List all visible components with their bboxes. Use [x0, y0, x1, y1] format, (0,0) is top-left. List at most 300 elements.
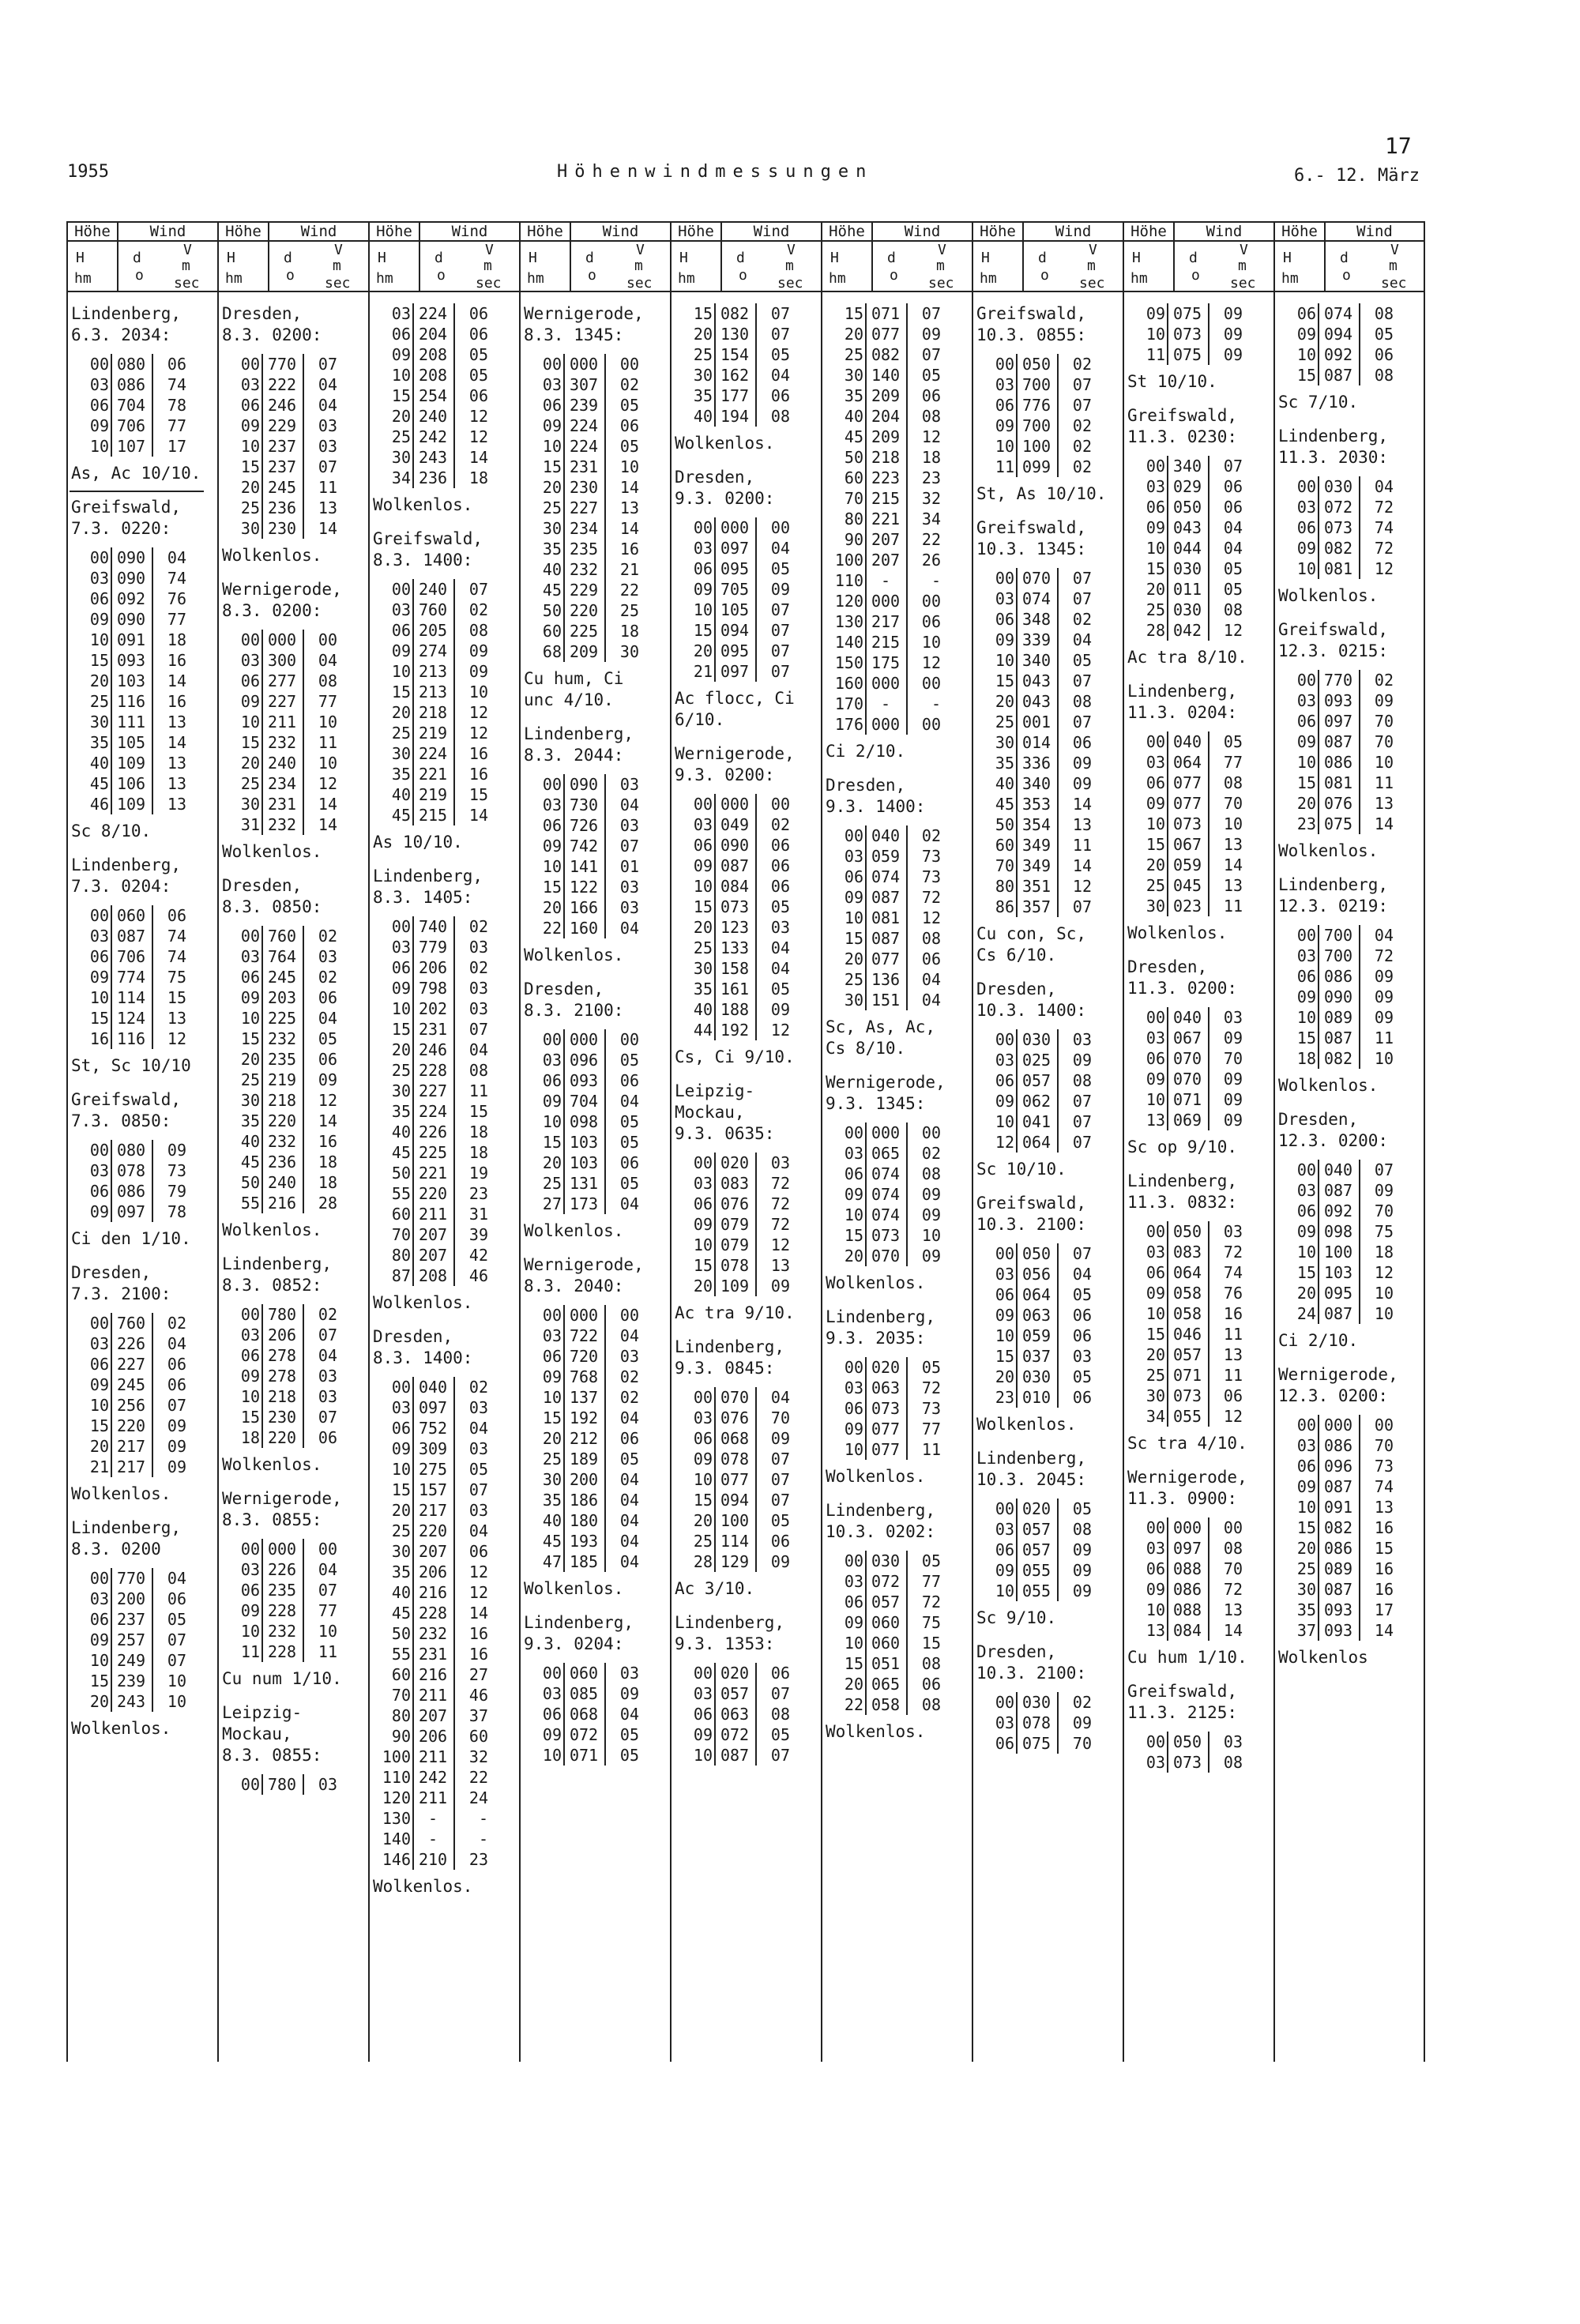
height-value: 28	[693, 1552, 713, 1571]
direction-value: 064	[1172, 1263, 1202, 1282]
table-row	[973, 712, 1108, 732]
table-row	[973, 395, 1108, 416]
speed-value: 12	[1374, 1263, 1394, 1282]
table-row	[973, 876, 1108, 897]
station-heading: 10.3. 2100:	[976, 1664, 1087, 1683]
table-row	[672, 897, 806, 917]
height-value: 31	[240, 815, 260, 834]
table-row	[370, 1808, 504, 1829]
speed-value: 14	[167, 671, 186, 690]
height-value: 30	[844, 991, 863, 1010]
direction-value: 130	[720, 325, 750, 344]
unit-H: H	[679, 250, 688, 266]
speed-value: 09	[1072, 1561, 1092, 1580]
table-row	[973, 1346, 1108, 1367]
unit-V: V	[334, 242, 343, 258]
direction-value: 030	[1021, 1367, 1051, 1386]
height-value: 06	[995, 1734, 1014, 1753]
direction-value: 072	[1323, 498, 1353, 517]
height-value: 25	[1146, 600, 1165, 619]
direction-value: 700	[1323, 946, 1353, 965]
table-row	[1275, 690, 1409, 711]
station-heading: Dresden,	[675, 468, 755, 487]
direction-value: 700	[1021, 375, 1051, 394]
direction-value: 240	[418, 407, 448, 426]
height-value: 12	[995, 1133, 1014, 1152]
speed-value: 00	[770, 518, 790, 537]
table-row	[672, 835, 806, 856]
speed-value: 03	[619, 1347, 639, 1366]
station-heading: 10.3. 2100:	[976, 1215, 1087, 1234]
station-heading: 9.3. 2035:	[826, 1329, 926, 1348]
direction-value: 041	[1021, 1112, 1051, 1131]
table-row	[219, 1029, 353, 1049]
speed-value: 12	[318, 774, 337, 793]
speed-value: 04	[619, 919, 639, 938]
height-value: 03	[240, 1326, 260, 1344]
direction-value: 106	[116, 774, 146, 793]
height-value: 20	[240, 1050, 260, 1069]
column-header-top	[521, 223, 670, 242]
direction-value: 218	[871, 448, 901, 467]
table-row	[370, 1459, 504, 1480]
height-value: 00	[542, 1306, 562, 1325]
direction-value: 162	[720, 366, 750, 385]
station-heading: Wernigerode,	[675, 744, 795, 763]
speed-value: 07	[1072, 1133, 1092, 1152]
speed-value: 16	[1374, 1580, 1394, 1599]
table-row	[521, 1387, 655, 1408]
speed-value: 14	[318, 1111, 337, 1130]
weather-note: Sc 9/10.	[976, 1608, 1057, 1627]
table-row	[672, 979, 806, 999]
height-value: 06	[89, 589, 109, 608]
height-value: 15	[1296, 1263, 1316, 1282]
direction-value: 760	[267, 927, 297, 946]
direction-value: 200	[116, 1589, 146, 1608]
station-heading: Wernigerode,	[1278, 1365, 1398, 1384]
table-row	[521, 1490, 655, 1510]
direction-value: 240	[418, 580, 448, 599]
speed-value: 07	[318, 1408, 337, 1427]
speed-value: 06	[167, 1589, 186, 1608]
speed-value: 09	[1374, 967, 1394, 986]
unit-H: H	[76, 250, 85, 266]
speed-value: 32	[468, 1747, 488, 1766]
direction-value: 074	[1021, 589, 1051, 608]
speed-value: 07	[921, 304, 941, 323]
height-value: 86	[995, 897, 1014, 916]
table-row	[672, 579, 806, 600]
speed-value: 09	[770, 580, 790, 599]
height-value: 13	[1146, 1111, 1165, 1130]
direction-value: 087	[1323, 732, 1353, 751]
station-heading: Greifswald,	[71, 1090, 182, 1109]
table-row	[672, 999, 806, 1020]
speed-value: 78	[167, 396, 186, 415]
height-value: 00	[89, 1314, 109, 1333]
direction-value: 055	[1021, 1561, 1051, 1580]
height-value: 120	[382, 1788, 411, 1807]
table-row	[672, 1449, 806, 1469]
station-heading: 11.3. 2125:	[1127, 1703, 1238, 1722]
station-heading: Lindenberg,	[1127, 682, 1238, 701]
speed-value: 07	[770, 1746, 790, 1765]
table-row	[973, 897, 1108, 917]
speed-value: 05	[770, 1725, 790, 1744]
hoehe-label: Höhe	[672, 223, 722, 240]
table-row	[822, 1439, 957, 1460]
height-value: 03	[89, 1334, 109, 1353]
speed-value: 13	[167, 1009, 186, 1028]
speed-value: 72	[1374, 539, 1394, 558]
speed-value: 06	[1374, 345, 1394, 364]
direction-value: 078	[1021, 1713, 1051, 1732]
direction-value: 093	[1323, 1621, 1353, 1640]
table-row	[822, 427, 957, 447]
direction-value: 069	[1172, 1111, 1202, 1130]
table-row	[68, 354, 202, 374]
speed-value: 04	[318, 1009, 337, 1028]
table-row	[822, 344, 957, 365]
table-row	[973, 1713, 1108, 1733]
speed-value: 15	[921, 1634, 941, 1653]
speed-value: 04	[921, 991, 941, 1010]
speed-value: 04	[619, 1552, 639, 1571]
height-value: 10	[1296, 1498, 1316, 1517]
direction-value: 049	[720, 815, 750, 834]
speed-value: 03	[619, 816, 639, 835]
unit-sec: sec	[626, 275, 653, 291]
table-row	[1275, 1028, 1409, 1048]
table-row	[822, 1694, 957, 1715]
height-value: 09	[1146, 304, 1165, 323]
speed-value: 05	[468, 366, 488, 385]
speed-value: 05	[1072, 651, 1092, 670]
height-value: 20	[89, 1437, 109, 1456]
table-row	[370, 1265, 504, 1286]
station-heading: Lindenberg,	[524, 724, 634, 743]
height-value: 50	[542, 601, 562, 620]
table-row	[1275, 365, 1409, 385]
speed-value: 37	[468, 1706, 488, 1725]
height-value: 30	[693, 366, 713, 385]
table-row	[973, 835, 1108, 856]
speed-value: 77	[921, 1572, 941, 1591]
speed-value: 00	[921, 592, 941, 611]
speed-value: 70	[1374, 712, 1394, 731]
height-value: 03	[240, 375, 260, 394]
unit-sec: sec	[1381, 275, 1407, 291]
direction-value: 000	[871, 674, 901, 693]
height-value: 00	[693, 795, 713, 814]
direction-value: 071	[1172, 1090, 1202, 1109]
direction-value: 213	[418, 662, 448, 681]
table-row	[973, 457, 1108, 477]
direction-value: 055	[1172, 1407, 1202, 1426]
direction-value: 235	[267, 1050, 297, 1069]
speed-value: 00	[921, 715, 941, 734]
speed-value: 03	[770, 918, 790, 937]
speed-value: 04	[619, 1194, 639, 1213]
direction-value: 020	[720, 1664, 750, 1683]
weather-note: Wolkenlos.	[675, 434, 775, 453]
height-value: 40	[240, 1132, 260, 1151]
table-row	[521, 774, 655, 795]
height-value: 15	[1296, 1518, 1316, 1537]
height-value: 00	[693, 518, 713, 537]
speed-value: 09	[921, 1205, 941, 1224]
speed-value: 04	[468, 1419, 488, 1438]
table-row	[672, 1469, 806, 1490]
speed-value: 14	[1072, 795, 1092, 814]
direction-value: 064	[1021, 1133, 1051, 1152]
table-row	[370, 1849, 504, 1870]
speed-value: 08	[468, 1061, 488, 1080]
table-row	[370, 1582, 504, 1603]
table-row	[219, 1131, 353, 1152]
height-value: 09	[89, 1202, 109, 1221]
height-value: 09	[693, 1215, 713, 1234]
speed-value: 04	[1072, 630, 1092, 649]
direction-value: 207	[418, 1542, 448, 1561]
height-value: 21	[89, 1457, 109, 1476]
direction-value: 089	[1323, 1008, 1353, 1027]
direction-value: 090	[116, 569, 146, 588]
table-row	[1124, 1386, 1258, 1406]
direction-value: 124	[116, 1009, 146, 1028]
table-row	[1275, 303, 1409, 324]
speed-value: 07	[770, 1470, 790, 1489]
direction-value: 000	[1172, 1518, 1202, 1537]
height-value: 03	[1296, 1181, 1316, 1200]
wind-label: Wind	[451, 223, 488, 240]
table-row	[68, 732, 202, 753]
table-row	[370, 764, 504, 784]
unit-m: m	[785, 258, 794, 274]
height-value: 09	[89, 1630, 109, 1649]
height-value: 15	[1146, 1325, 1165, 1344]
table-row	[973, 1540, 1108, 1560]
table-row	[822, 1674, 957, 1694]
height-value: 06	[693, 1429, 713, 1448]
direction-value: 090	[720, 836, 750, 855]
table-row	[822, 611, 957, 632]
speed-value: 16	[619, 540, 639, 558]
table-row	[219, 1539, 353, 1559]
direction-value: 103	[569, 1133, 599, 1152]
table-row	[1124, 303, 1258, 324]
direction-value: 228	[267, 1642, 297, 1661]
height-value: 15	[542, 1133, 562, 1152]
station-heading: Lindenberg,	[826, 1501, 936, 1520]
height-value: 09	[240, 416, 260, 435]
direction-value: 086	[1323, 967, 1353, 986]
station-heading: Lindenberg,	[826, 1307, 936, 1326]
direction-value: 095	[720, 641, 750, 660]
table-row	[68, 1691, 202, 1712]
speed-value: 74	[167, 947, 186, 966]
table-row	[219, 1304, 353, 1325]
direction-value: 087	[1323, 1181, 1353, 1200]
height-value: 03	[542, 795, 562, 814]
direction-value: 232	[418, 1624, 448, 1643]
speed-value: 09	[770, 1277, 790, 1295]
height-value: 35	[240, 1111, 260, 1130]
table-row	[973, 1050, 1108, 1070]
direction-value: 336	[1021, 754, 1051, 773]
hoehe-label: Höhe	[973, 223, 1024, 240]
speed-value: 03	[318, 437, 337, 456]
unit-hm: hm	[829, 270, 846, 287]
direction-value: 055	[1021, 1581, 1051, 1600]
table-row	[521, 580, 655, 600]
direction-value: 211	[418, 1788, 448, 1807]
table-row	[68, 753, 202, 773]
table-row	[219, 1172, 353, 1193]
table-row	[822, 447, 957, 468]
speed-value: 05	[619, 1725, 639, 1744]
speed-value: 74	[167, 569, 186, 588]
height-value: 20	[995, 692, 1014, 711]
speed-value: 23	[921, 468, 941, 487]
direction-value: 225	[418, 1143, 448, 1162]
direction-value: 063	[1021, 1306, 1051, 1325]
height-value: 22	[542, 919, 562, 938]
table-row	[1275, 1476, 1409, 1497]
speed-value: 00	[1374, 1416, 1394, 1435]
station-heading: Dresden,	[826, 776, 906, 795]
speed-value: 06	[619, 416, 639, 435]
table-row	[822, 1551, 957, 1571]
table-row	[521, 518, 655, 539]
direction-value: 236	[267, 498, 297, 517]
height-value: 10	[542, 437, 562, 456]
speed-value: 12	[468, 1562, 488, 1581]
direction-value: 043	[1172, 518, 1202, 537]
height-value: 45	[391, 806, 411, 825]
table-row	[1275, 773, 1409, 793]
weather-note: Ci 2/10.	[1278, 1331, 1359, 1350]
table-row	[219, 1366, 353, 1386]
direction-value: 059	[1021, 1326, 1051, 1345]
speed-value: 04	[1072, 1265, 1092, 1284]
table-row	[1124, 1406, 1258, 1427]
height-value: 30	[240, 519, 260, 538]
unit-V: V	[636, 242, 645, 258]
speed-value: 05	[619, 1112, 639, 1131]
table-row	[1124, 773, 1258, 793]
direction-value: 083	[1172, 1243, 1202, 1262]
speed-value: 04	[468, 1521, 488, 1540]
station-heading: 8.3. 1405:	[373, 888, 473, 907]
table-row	[68, 671, 202, 691]
height-value: 00	[1146, 1732, 1165, 1751]
table-row	[68, 1650, 202, 1671]
table-row	[1124, 1028, 1258, 1048]
table-row	[973, 436, 1108, 457]
table-row	[973, 1284, 1108, 1305]
height-value: 55	[391, 1184, 411, 1203]
table-row	[521, 1469, 655, 1490]
station-heading: 9.3. 0635:	[675, 1124, 775, 1143]
height-value: 20	[391, 703, 411, 722]
table-row	[370, 1163, 504, 1183]
direction-value: 136	[871, 970, 901, 989]
hoehe-label: Höhe	[822, 223, 873, 240]
height-value: 00	[844, 1123, 863, 1142]
speed-value: 10	[468, 683, 488, 701]
table-row	[1275, 1579, 1409, 1600]
height-value: 70	[391, 1225, 411, 1244]
direction-value: 096	[569, 1051, 599, 1070]
speed-value: 05	[1374, 325, 1394, 344]
table-row	[1275, 1600, 1409, 1620]
speed-value: 10	[1374, 1284, 1394, 1303]
speed-value: 00	[318, 1540, 337, 1559]
height-value: 50	[844, 448, 863, 467]
table-row	[219, 498, 353, 518]
table-row	[68, 1008, 202, 1029]
station-heading: 8.3. 0200:	[222, 601, 322, 620]
speed-value: 27	[468, 1665, 488, 1684]
height-value: 10	[1296, 559, 1316, 578]
direction-value: 131	[569, 1174, 599, 1193]
station-heading: 10.3. 0202:	[826, 1522, 936, 1541]
date-range: 6.- 12. März	[1294, 166, 1420, 186]
weather-note: Cs, Ci 9/10.	[675, 1047, 795, 1066]
wind-label: Wind	[1055, 223, 1092, 240]
speed-value: 08	[921, 929, 941, 948]
direction-value: 050	[1021, 1244, 1051, 1263]
height-value: 40	[391, 785, 411, 804]
table-row	[219, 1559, 353, 1580]
direction-value: 070	[871, 1247, 901, 1265]
speed-value: 05	[619, 1051, 639, 1070]
table-row	[370, 620, 504, 641]
direction-value: 072	[569, 1725, 599, 1744]
direction-value: 093	[1323, 691, 1353, 710]
height-value: 15	[995, 1347, 1014, 1366]
table-row	[521, 1745, 655, 1766]
direction-value: 278	[267, 1346, 297, 1365]
speed-value: 13	[1072, 815, 1092, 834]
height-value: 03	[693, 1408, 713, 1427]
direction-value: 704	[569, 1092, 599, 1111]
speed-value: 06	[167, 1375, 186, 1394]
height-value: 25	[1146, 1366, 1165, 1385]
table-row	[672, 1745, 806, 1766]
weather-note: St, Sc 10/10	[71, 1056, 191, 1075]
speed-value: 12	[1072, 877, 1092, 896]
speed-value: 05	[921, 1358, 941, 1377]
speed-value: 02	[770, 815, 790, 834]
column-header-top	[1124, 223, 1273, 242]
height-value: 60	[391, 1665, 411, 1684]
table-row	[672, 600, 806, 620]
table-row	[219, 1008, 353, 1029]
height-value: 09	[1296, 732, 1316, 751]
direction-value: 056	[1021, 1265, 1051, 1284]
direction-value: 237	[267, 457, 297, 476]
speed-value: 06	[770, 836, 790, 855]
table-row	[973, 1387, 1108, 1408]
wind-label: Wind	[1356, 223, 1393, 240]
table-row	[370, 1101, 504, 1122]
table-row	[1124, 1242, 1258, 1262]
direction-value: 079	[720, 1235, 750, 1254]
unit-sec: sec	[476, 275, 502, 291]
